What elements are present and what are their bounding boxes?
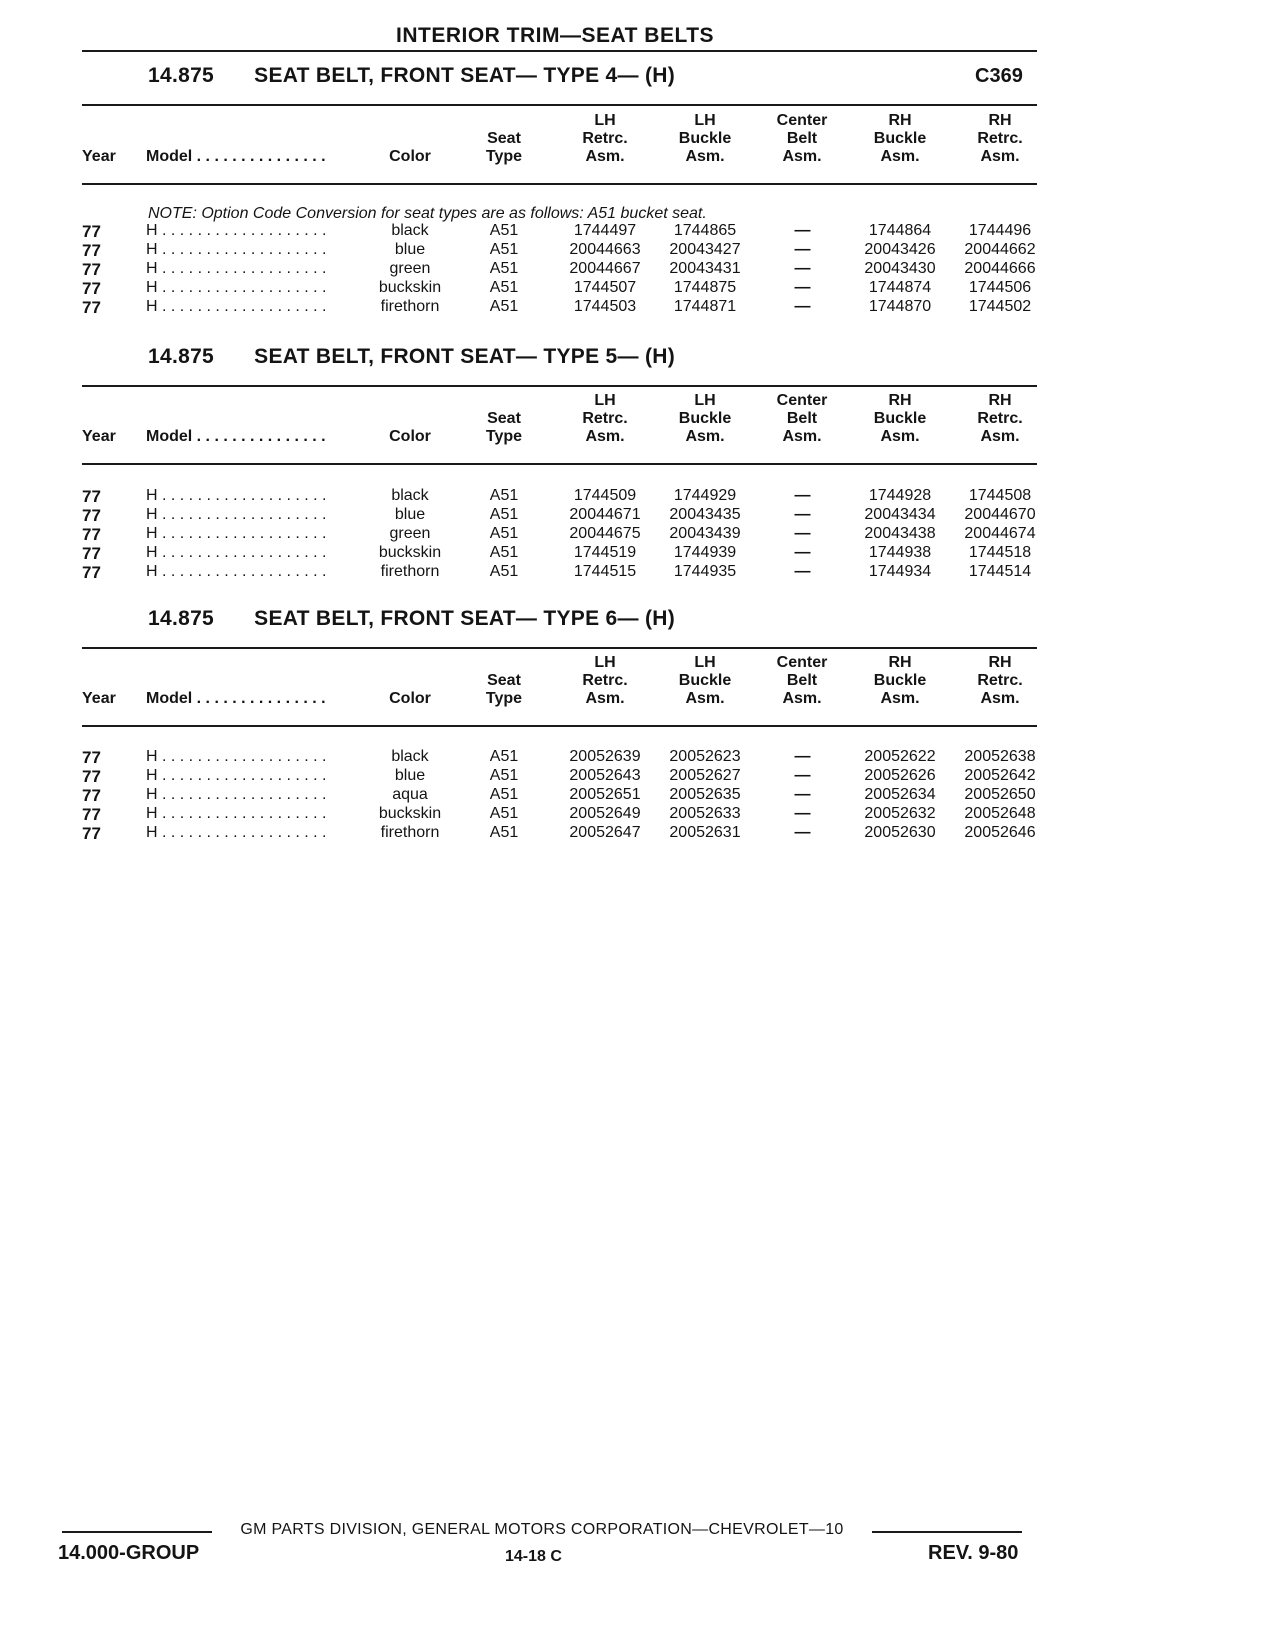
rh-retractor-cell: 20044662 (964, 241, 1036, 258)
lh-buckle-cell: 1744939 (673, 544, 737, 561)
rh-retractor-cell: 20044670 (964, 506, 1036, 523)
header-line: Asm. (880, 428, 920, 445)
center-belt-cell: — (794, 260, 811, 277)
header-line: LH (694, 392, 716, 409)
year-cell: 77 (82, 544, 101, 563)
header-rh-retractor (950, 112, 1050, 166)
header-line: LH (594, 112, 616, 129)
header-color: Color (389, 690, 431, 707)
rh-buckle-cell: 1744864 (868, 222, 932, 239)
model-cell: H . . . . . . . . . . . . . . . . . . . (146, 824, 327, 841)
section-rule (82, 104, 1037, 106)
center-belt-cell: — (794, 241, 811, 258)
header-line: Asm. (782, 428, 822, 445)
rh-buckle-cell: 20043426 (864, 241, 936, 258)
header-year: Year (82, 428, 116, 445)
lh-buckle-cell: 20052635 (669, 786, 741, 803)
lh-buckle-cell: 20052623 (669, 748, 741, 765)
year-cell: 77 (82, 260, 101, 279)
section-rule (82, 647, 1037, 649)
header-line: Buckle (873, 130, 927, 147)
lh-buckle-cell: 20052631 (669, 824, 741, 841)
model-cell: H . . . . . . . . . . . . . . . . . . . (146, 279, 327, 296)
table-row (0, 767, 1280, 786)
year-cell: 77 (82, 506, 101, 525)
header-line: Buckle (678, 410, 732, 427)
header-seat-type (468, 410, 540, 446)
footer-group: 14.000-GROUP (58, 1542, 200, 1564)
header-line: Center (776, 112, 828, 129)
rh-buckle-cell: 20052630 (864, 824, 936, 841)
header-rule (82, 183, 1037, 185)
color-cell: blue (394, 767, 426, 784)
rh-retractor-cell: 1744508 (968, 487, 1032, 504)
color-cell: blue (394, 241, 426, 258)
year-cell: 77 (82, 767, 101, 786)
header-rh-retractor (950, 654, 1050, 708)
lh-retractor-cell: 1744503 (573, 298, 637, 315)
header-line: Belt (786, 672, 818, 689)
model-cell: H . . . . . . . . . . . . . . . . . . . (146, 298, 327, 315)
color-cell: black (391, 748, 429, 765)
lh-retractor-cell: 20052639 (569, 748, 641, 765)
header-line: RH (888, 112, 912, 129)
header-line: Asm. (685, 690, 725, 707)
header-line: Type (485, 690, 523, 707)
rh-retractor-cell: 20052638 (964, 748, 1036, 765)
rh-buckle-cell: 1744870 (868, 298, 932, 315)
lh-retractor-cell: 20052651 (569, 786, 641, 803)
header-line: Asm. (782, 148, 822, 165)
lh-buckle-cell: 1744871 (673, 298, 737, 315)
header-line: Center (776, 654, 828, 671)
header-line: Seat (487, 130, 521, 147)
seat-type-cell: A51 (489, 487, 519, 504)
header-lh-retractor (555, 392, 655, 446)
table-row (0, 241, 1280, 260)
rh-retractor-cell: 1744506 (968, 279, 1032, 296)
header-line: Retrc. (582, 130, 628, 147)
option-code-note: NOTE: Option Code Conversion for seat types are as follows: A51 bucket seat. (148, 205, 707, 222)
color-cell: firethorn (380, 824, 440, 841)
center-belt-cell: — (794, 222, 811, 239)
model-cell: H . . . . . . . . . . . . . . . . . . . (146, 767, 327, 784)
header-line: Buckle (873, 410, 927, 427)
lh-retractor-cell: 1744515 (573, 563, 637, 580)
section-title: SEAT BELT, FRONT SEAT— TYPE 4— (H) (254, 64, 676, 87)
header-line: RH (988, 112, 1012, 129)
table-row (0, 748, 1280, 767)
lh-retractor-cell: 20052649 (569, 805, 641, 822)
header-lh-buckle (655, 112, 755, 166)
center-belt-cell: — (794, 279, 811, 296)
model-cell: H . . . . . . . . . . . . . . . . . . . (146, 786, 327, 803)
color-cell: green (389, 260, 431, 277)
header-line: Retrc. (582, 672, 628, 689)
seat-type-cell: A51 (489, 544, 519, 561)
header-line: Asm. (980, 690, 1020, 707)
lh-retractor-cell: 1744509 (573, 487, 637, 504)
model-cell: H . . . . . . . . . . . . . . . . . . . (146, 241, 327, 258)
rh-buckle-cell: 20043430 (864, 260, 936, 277)
section-rule (82, 385, 1037, 387)
rh-buckle-cell: 1744928 (868, 487, 932, 504)
header-rule (82, 725, 1037, 727)
table-row (0, 525, 1280, 544)
year-cell: 77 (82, 805, 101, 824)
seat-type-cell: A51 (489, 260, 519, 277)
center-belt-cell: — (794, 767, 811, 784)
rh-buckle-cell: 1744934 (868, 563, 932, 580)
lh-buckle-cell: 1744929 (673, 487, 737, 504)
lh-buckle-cell: 20043427 (669, 241, 741, 258)
header-center-belt (752, 112, 852, 166)
seat-type-cell: A51 (489, 525, 519, 542)
section-number: 14.875 (148, 607, 215, 630)
seat-type-cell: A51 (489, 786, 519, 803)
page-title: INTERIOR TRIM—SEAT BELTS (396, 24, 715, 47)
header-line: Buckle (873, 672, 927, 689)
table-row (0, 563, 1280, 582)
table-row (0, 544, 1280, 563)
lh-buckle-cell: 20043435 (669, 506, 741, 523)
header-center-belt (752, 654, 852, 708)
header-rh-buckle (850, 654, 950, 708)
header-line: LH (694, 654, 716, 671)
lh-retractor-cell: 20052643 (569, 767, 641, 784)
header-lh-retractor (555, 654, 655, 708)
header-lh-buckle (655, 654, 755, 708)
section-number: 14.875 (148, 345, 215, 368)
header-line: RH (988, 654, 1012, 671)
rh-buckle-cell: 20052622 (864, 748, 936, 765)
header-line: LH (594, 654, 616, 671)
header-year: Year (82, 148, 116, 165)
center-belt-cell: — (794, 748, 811, 765)
header-line: Asm. (685, 148, 725, 165)
header-line: LH (694, 112, 716, 129)
seat-type-cell: A51 (489, 506, 519, 523)
year-cell: 77 (82, 222, 101, 241)
year-cell: 77 (82, 298, 101, 317)
color-cell: firethorn (380, 563, 440, 580)
footer-revision: REV. 9-80 (928, 1542, 1019, 1564)
header-line: Asm. (980, 428, 1020, 445)
rh-retractor-cell: 1744514 (968, 563, 1032, 580)
color-cell: blue (394, 506, 426, 523)
lh-buckle-cell: 1744935 (673, 563, 737, 580)
rh-buckle-cell: 20052626 (864, 767, 936, 784)
table-row (0, 805, 1280, 824)
footer-page-ref: 14-18 C (505, 1548, 562, 1565)
center-belt-cell: — (794, 298, 811, 315)
table-row (0, 222, 1280, 241)
header-rule (82, 463, 1037, 465)
center-belt-cell: — (794, 786, 811, 803)
center-belt-cell: — (794, 506, 811, 523)
header-rh-buckle (850, 112, 950, 166)
rh-buckle-cell: 20052634 (864, 786, 936, 803)
rh-buckle-cell: 1744874 (868, 279, 932, 296)
model-cell: H . . . . . . . . . . . . . . . . . . . (146, 805, 327, 822)
header-line: Retrc. (977, 410, 1023, 427)
table-row (0, 279, 1280, 298)
rh-retractor-cell: 1744518 (968, 544, 1032, 561)
color-cell: aqua (392, 786, 428, 803)
rh-buckle-cell: 1744938 (868, 544, 932, 561)
table-row (0, 260, 1280, 279)
section-title: SEAT BELT, FRONT SEAT— TYPE 5— (H) (254, 345, 676, 368)
lh-retractor-cell: 1744497 (573, 222, 637, 239)
table-row (0, 298, 1280, 317)
lh-retractor-cell: 20044663 (569, 241, 641, 258)
model-cell: H . . . . . . . . . . . . . . . . . . . (146, 544, 327, 561)
color-cell: buckskin (378, 279, 442, 296)
lh-buckle-cell: 20052633 (669, 805, 741, 822)
header-line: RH (888, 392, 912, 409)
header-seat-type (468, 672, 540, 708)
header-line: Asm. (880, 690, 920, 707)
year-cell: 77 (82, 525, 101, 544)
model-cell: H . . . . . . . . . . . . . . . . . . . (146, 563, 327, 580)
header-model: Model . . . . . . . . . . . . . . . (146, 428, 326, 445)
header-line: Retrc. (977, 130, 1023, 147)
seat-type-cell: A51 (489, 279, 519, 296)
seat-type-cell: A51 (489, 563, 519, 580)
lh-buckle-cell: 20043439 (669, 525, 741, 542)
color-cell: buckskin (378, 805, 442, 822)
title-rule (82, 50, 1037, 52)
header-color: Color (389, 148, 431, 165)
lh-retractor-cell: 1744519 (573, 544, 637, 561)
color-cell: black (391, 222, 429, 239)
year-cell: 77 (82, 748, 101, 767)
header-center-belt (752, 392, 852, 446)
rh-retractor-cell: 1744496 (968, 222, 1032, 239)
color-cell: green (389, 525, 431, 542)
header-line: Buckle (678, 672, 732, 689)
header-line: Asm. (685, 428, 725, 445)
year-cell: 77 (82, 786, 101, 805)
model-cell: H . . . . . . . . . . . . . . . . . . . (146, 260, 327, 277)
section-heading-type-5 (148, 345, 675, 369)
header-seat-type (468, 130, 540, 166)
seat-type-cell: A51 (489, 748, 519, 765)
header-line: Seat (487, 672, 521, 689)
seat-type-cell: A51 (489, 298, 519, 315)
header-model: Model . . . . . . . . . . . . . . . (146, 148, 326, 165)
header-line: Retrc. (582, 410, 628, 427)
section-heading-type-4 (148, 64, 675, 88)
center-belt-cell: — (794, 544, 811, 561)
model-cell: H . . . . . . . . . . . . . . . . . . . (146, 748, 327, 765)
header-lh-buckle (655, 392, 755, 446)
header-line: Asm. (585, 428, 625, 445)
rh-retractor-cell: 1744502 (968, 298, 1032, 315)
model-cell: H . . . . . . . . . . . . . . . . . . . (146, 487, 327, 504)
center-belt-cell: — (794, 563, 811, 580)
seat-type-cell: A51 (489, 241, 519, 258)
section-title: SEAT BELT, FRONT SEAT— TYPE 6— (H) (254, 607, 676, 630)
header-line: Asm. (782, 690, 822, 707)
color-cell: firethorn (380, 298, 440, 315)
header-line: RH (988, 392, 1012, 409)
lh-buckle-cell: 1744865 (673, 222, 737, 239)
header-year: Year (82, 690, 116, 707)
lh-buckle-cell: 20043431 (669, 260, 741, 277)
seat-type-cell: A51 (489, 805, 519, 822)
header-line: RH (888, 654, 912, 671)
lh-retractor-cell: 20052647 (569, 824, 641, 841)
year-cell: 77 (82, 241, 101, 260)
header-line: Type (485, 428, 523, 445)
header-line: Asm. (980, 148, 1020, 165)
lh-retractor-cell: 20044671 (569, 506, 641, 523)
header-line: Buckle (678, 130, 732, 147)
rh-retractor-cell: 20052646 (964, 824, 1036, 841)
center-belt-cell: — (794, 824, 811, 841)
lh-retractor-cell: 20044667 (569, 260, 641, 277)
header-rh-retractor (950, 392, 1050, 446)
year-cell: 77 (82, 563, 101, 582)
center-belt-cell: — (794, 525, 811, 542)
lh-retractor-cell: 1744507 (573, 279, 637, 296)
header-line: Asm. (585, 148, 625, 165)
rh-retractor-cell: 20052642 (964, 767, 1036, 784)
lh-buckle-cell: 20052627 (669, 767, 741, 784)
header-line: Asm. (880, 148, 920, 165)
section-number: 14.875 (148, 64, 215, 87)
rh-retractor-cell: 20052650 (964, 786, 1036, 803)
header-line: Asm. (585, 690, 625, 707)
header-line: Type (485, 148, 523, 165)
header-line: Belt (786, 130, 818, 147)
rh-retractor-cell: 20052648 (964, 805, 1036, 822)
model-cell: H . . . . . . . . . . . . . . . . . . . (146, 222, 327, 239)
rh-retractor-cell: 20044666 (964, 260, 1036, 277)
lh-retractor-cell: 20044675 (569, 525, 641, 542)
seat-type-cell: A51 (489, 222, 519, 239)
model-cell: H . . . . . . . . . . . . . . . . . . . (146, 506, 327, 523)
rh-buckle-cell: 20043438 (864, 525, 936, 542)
lh-buckle-cell: 1744875 (673, 279, 737, 296)
model-cell: H . . . . . . . . . . . . . . . . . . . (146, 525, 327, 542)
center-belt-cell: — (794, 487, 811, 504)
rh-buckle-cell: 20043434 (864, 506, 936, 523)
header-line: Belt (786, 410, 818, 427)
footer-division-line: GM PARTS DIVISION, GENERAL MOTORS CORPORATION—CHEVROLET—10 (240, 1521, 844, 1538)
table-row (0, 786, 1280, 805)
seat-type-cell: A51 (489, 767, 519, 784)
rh-buckle-cell: 20052632 (864, 805, 936, 822)
header-line: Retrc. (977, 672, 1023, 689)
center-belt-cell: — (794, 805, 811, 822)
color-cell: black (391, 487, 429, 504)
header-rh-buckle (850, 392, 950, 446)
year-cell: 77 (82, 824, 101, 843)
header-color: Color (389, 428, 431, 445)
section-heading-type-6 (148, 607, 675, 631)
table-row (0, 506, 1280, 525)
header-lh-retractor (555, 112, 655, 166)
color-cell: buckskin (378, 544, 442, 561)
table-row (0, 487, 1280, 506)
header-line: LH (594, 392, 616, 409)
year-cell: 77 (82, 487, 101, 506)
header-line: Seat (487, 410, 521, 427)
header-line: Center (776, 392, 828, 409)
rh-retractor-cell: 20044674 (964, 525, 1036, 542)
seat-type-cell: A51 (489, 824, 519, 841)
year-cell: 77 (82, 279, 101, 298)
header-model: Model . . . . . . . . . . . . . . . (146, 690, 326, 707)
page-code: C369 (975, 65, 1023, 87)
table-row (0, 824, 1280, 843)
